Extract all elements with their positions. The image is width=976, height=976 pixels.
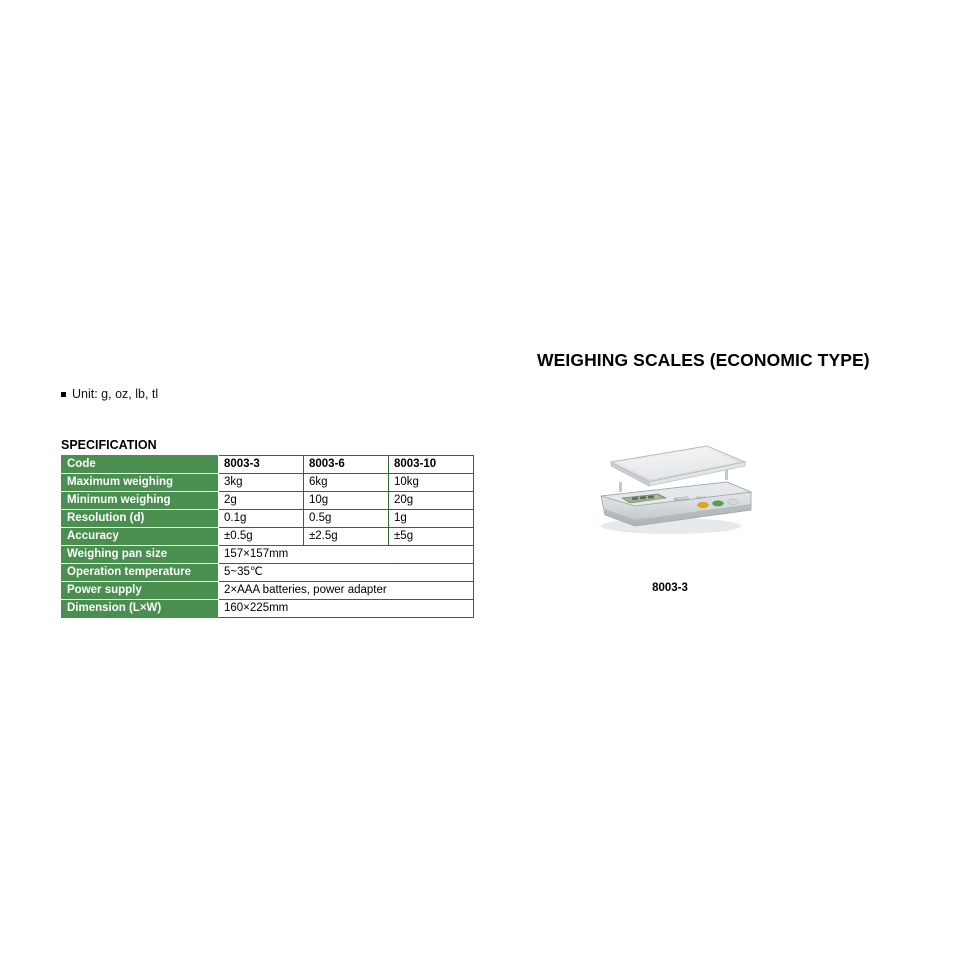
table-row xyxy=(62,546,474,564)
table-row xyxy=(62,456,474,474)
svg-text:INGCO: INGCO xyxy=(673,495,689,502)
row-label: Accuracy xyxy=(62,528,219,546)
table-row xyxy=(62,564,474,582)
table-cell: 0.1g xyxy=(219,510,304,528)
table-cell: 1g xyxy=(389,510,474,528)
row-label: Minimum weighing xyxy=(62,492,219,510)
table-row xyxy=(62,582,474,600)
row-label: Operation temperature xyxy=(62,564,219,582)
specification-heading: SPECIFICATION xyxy=(61,438,157,452)
table-cell: ±5g xyxy=(389,528,474,546)
unit-note-label: Unit: g, oz, lb, tl xyxy=(72,387,159,401)
table-row xyxy=(62,600,474,618)
table-cell: 20g xyxy=(389,492,474,510)
table-cell: 3kg xyxy=(219,474,304,492)
table-cell: 6kg xyxy=(304,474,389,492)
table-row xyxy=(62,528,474,546)
table-cell: 2×AAA batteries, power adapter xyxy=(219,582,474,600)
table-cell: 8003-3 xyxy=(219,456,304,474)
table-cell: ±2.5g xyxy=(304,528,389,546)
specification-table xyxy=(61,455,474,618)
table-cell: 160×225mm xyxy=(219,600,474,618)
row-label: Dimension (L×W) xyxy=(62,600,219,618)
product-figure xyxy=(575,410,765,610)
svg-text:8003-3: 8003-3 xyxy=(695,494,706,500)
figure-caption: 8003-3 xyxy=(652,582,688,594)
page-title: WEIGHING SCALES (ECONOMIC TYPE) xyxy=(537,350,870,370)
table-row xyxy=(62,474,474,492)
table-row xyxy=(62,510,474,528)
row-label: Weighing pan size xyxy=(62,546,219,564)
unit-note xyxy=(61,387,158,401)
row-label: Resolution (d) xyxy=(62,510,219,528)
weighing-scale-image xyxy=(575,410,765,560)
row-label: Power supply xyxy=(62,582,219,600)
square-bullet-icon xyxy=(61,392,66,397)
table-cell: 10kg xyxy=(389,474,474,492)
row-label: Code xyxy=(62,456,219,474)
table-cell: 8003-6 xyxy=(304,456,389,474)
table-cell: 10g xyxy=(304,492,389,510)
table-row xyxy=(62,492,474,510)
table-cell: 8003-10 xyxy=(389,456,474,474)
row-label: Maximum weighing xyxy=(62,474,219,492)
table-cell: 0.5g xyxy=(304,510,389,528)
table-cell: ±0.5g xyxy=(219,528,304,546)
table-cell: 5~35℃ xyxy=(219,564,474,582)
table-cell: 157×157mm xyxy=(219,546,474,564)
table-cell: 2g xyxy=(219,492,304,510)
